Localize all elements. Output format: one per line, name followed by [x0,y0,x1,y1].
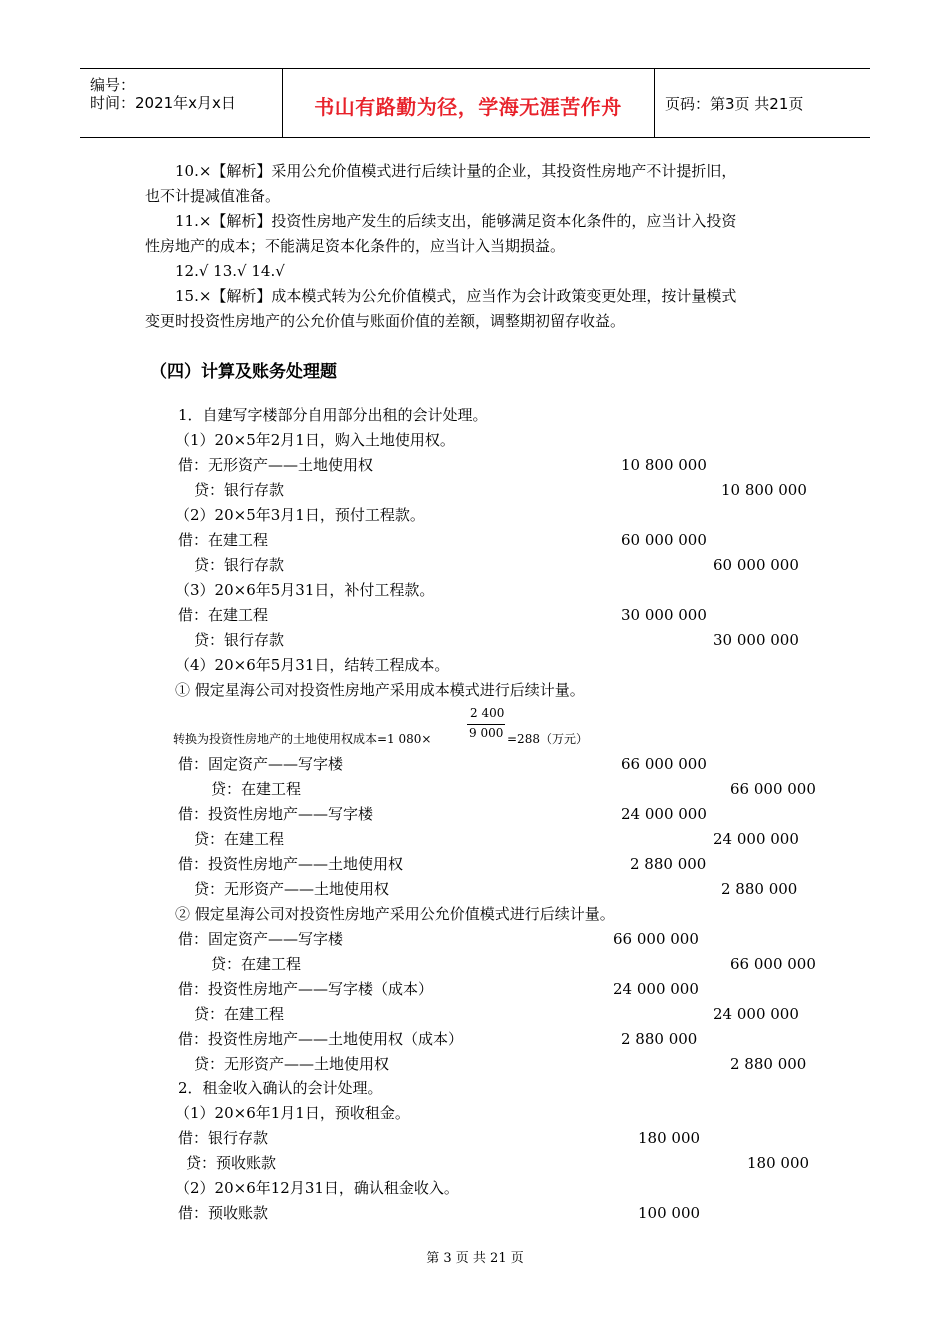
q1-step3: （3）20×6年5月31日，补付工程款。 [175,581,435,599]
entry-debit: 借：投资性房地产——写字楼（成本） [178,980,434,998]
entry-debit: 借：无形资产——土地使用权 [178,456,374,474]
credit-amount: 2 880 000 [730,1055,807,1073]
answer-15-line1: 15.×【解析】成本模式转为公允价值模式，应当作为会计政策变更处理，按计量模式 [175,287,737,305]
entry-debit: 借：固定资产——写字楼 [178,755,344,773]
header-page-cell [655,69,870,137]
q1-option1: ① 假定星海公司对投资性房地产采用成本模式进行后续计量。 [175,681,585,699]
entry-credit: 贷：银行存款 [194,556,285,574]
q1-step4: （4）20×6年5月31日，结转工程成本。 [175,656,450,674]
entry-debit: 借：在建工程 [178,606,269,624]
entry-debit: 借：预收账款 [178,1204,269,1222]
formula-suffix: =288（万元） [507,732,588,746]
answer-11-line1: 11.×【解析】投资性房地产发生的后续支出，能够满足资本化条件的，应当计入投资 [175,212,737,230]
credit-amount: 24 000 000 [713,1005,799,1023]
answer-10-line2: 也不计提减值准备。 [145,187,281,205]
header-meta-cell [80,69,283,137]
debit-amount: 2 880 000 [630,855,707,873]
credit-amount: 2 880 000 [721,880,798,898]
credit-amount: 30 000 000 [713,631,799,649]
formula-numerator: 2 400 [470,706,505,720]
credit-amount: 60 000 000 [713,556,799,574]
entry-credit: 贷：银行存款 [194,481,285,499]
page-footer: 第 3 页 共 21 页 [426,1251,524,1266]
q1-step2: （2）20×5年3月1日，预付工程款。 [175,506,425,524]
answer-11-line2: 性房地产的成本；不能满足资本化条件的，应当计入当期损益。 [145,237,566,255]
page-header [80,68,870,138]
entry-debit: 借：投资性房地产——写字楼 [178,805,374,823]
entry-credit: 贷：在建工程 [194,830,285,848]
debit-amount: 24 000 000 [613,980,699,998]
entry-credit: 贷：银行存款 [194,631,285,649]
q1-title: 1．自建写字楼部分自用部分出租的会计处理。 [178,406,488,424]
answer-10-line1: 10.×【解析】采用公允价值模式进行后续计量的企业，其投资性房地产不计提折旧， [175,162,737,180]
entry-debit: 借：投资性房地产——土地使用权（成本） [178,1030,464,1048]
motto: 书山有路勤为径，学海无涯苦作舟 [314,95,622,119]
debit-amount: 100 000 [638,1204,701,1222]
credit-amount: 66 000 000 [730,955,816,973]
q1-option2: ② 假定星海公司对投资性房地产采用公允价值模式进行后续计量。 [175,905,615,923]
debit-amount: 24 000 000 [621,805,707,823]
entry-credit: 贷：在建工程 [211,780,302,798]
fraction-bar [467,724,505,725]
answer-15-line2: 变更时投资性房地产的公允价值与账面价值的差额，调整期初留存收益。 [145,312,626,330]
section-title: （四）计算及账务处理题 [150,362,337,382]
debit-amount: 66 000 000 [613,930,699,948]
entry-debit: 借：银行存款 [178,1129,269,1147]
debit-amount: 180 000 [638,1129,701,1147]
q2-step1: （1）20×6年1月1日，预收租金。 [175,1104,410,1122]
q1-step1: （1）20×5年2月1日，购入土地使用权。 [175,431,455,449]
entry-credit: 贷：无形资产——土地使用权 [194,880,390,898]
formula-denominator: 9 000 [469,726,504,740]
q2-title: 2．租金收入确认的会计处理。 [178,1079,383,1097]
debit-amount: 2 880 000 [621,1030,698,1048]
entry-credit: 贷：无形资产——土地使用权 [194,1055,390,1073]
entry-credit: 贷：预收账款 [186,1154,277,1172]
debit-amount: 30 000 000 [621,606,707,624]
entry-debit: 借：投资性房地产——土地使用权 [178,855,404,873]
code-label: 编号： [90,76,136,94]
q2-step2: （2）20×6年12月31日，确认租金收入。 [175,1179,459,1197]
credit-amount: 66 000 000 [730,780,816,798]
debit-amount: 66 000 000 [621,755,707,773]
credit-amount: 10 800 000 [721,481,807,499]
debit-amount: 10 800 000 [621,456,707,474]
credit-amount: 24 000 000 [713,830,799,848]
formula-prefix: 转换为投资性房地产的土地使用权成本=1 080× [173,732,432,746]
credit-amount: 180 000 [747,1154,810,1172]
entry-credit: 贷：在建工程 [194,1005,285,1023]
page-number-label: 页码：第3页 共21页 [665,95,804,113]
debit-amount: 60 000 000 [621,531,707,549]
time-label: 时间：2021年x月x日 [90,94,236,112]
entry-credit: 贷：在建工程 [211,955,302,973]
answer-12-14: 12.√ 13.√ 14.√ [175,262,285,280]
header-motto-cell [282,69,655,137]
entry-debit: 借：在建工程 [178,531,269,549]
entry-debit: 借：固定资产——写字楼 [178,930,344,948]
